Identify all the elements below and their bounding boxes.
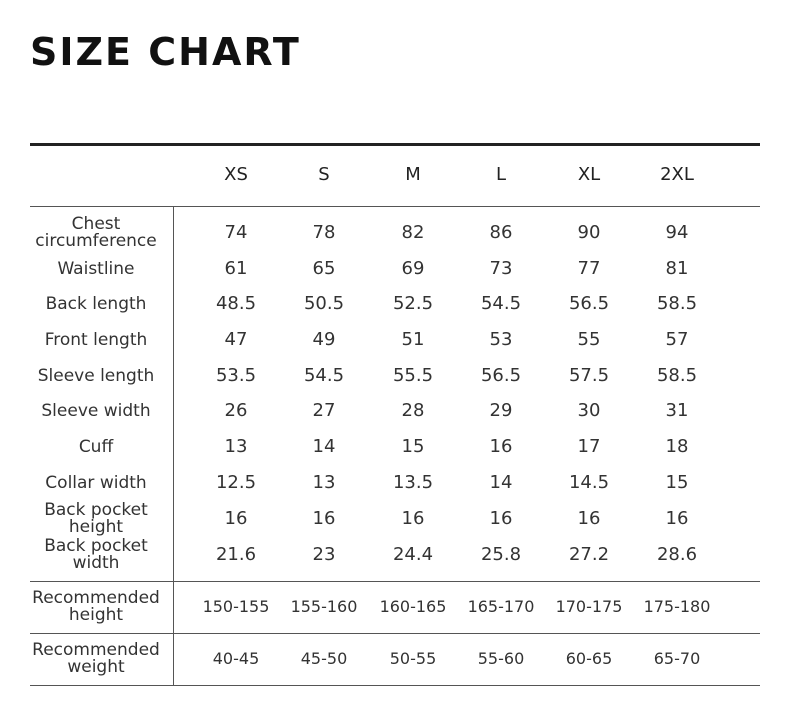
label-column-divider	[173, 207, 174, 685]
table-cell: 77	[577, 258, 601, 279]
recommended-label: Recommended height	[32, 588, 160, 625]
table-cell: 13.5	[392, 472, 434, 493]
table-cell: 86	[489, 222, 513, 243]
table-cell: 57.5	[568, 365, 610, 386]
table-cell: 90	[577, 222, 601, 243]
table-cell: 54.5	[480, 293, 522, 314]
table-cell: 16	[224, 508, 248, 529]
table-cell: 55	[577, 329, 601, 350]
recommended-label: Recommended weight	[32, 640, 160, 677]
recommended-cell: 65-70	[653, 649, 701, 668]
row-label: Cuff	[78, 436, 114, 457]
recommended-cell: 45-50	[300, 649, 348, 668]
table-cell: 50.5	[303, 293, 345, 314]
table-cell: 16	[312, 508, 336, 529]
table-cell: 53	[489, 329, 513, 350]
recommended-cell: 175-180	[643, 597, 711, 616]
row-label: Back length	[45, 293, 147, 314]
table-cell: 74	[224, 222, 248, 243]
table-cell: 57	[665, 329, 689, 350]
size-header-xs: XS	[224, 164, 248, 185]
table-cell: 81	[665, 258, 689, 279]
table-cell: 13	[312, 472, 336, 493]
table-cell: 51	[401, 329, 425, 350]
table-cell: 16	[489, 436, 513, 457]
table-cell: 17	[577, 436, 601, 457]
table-cell: 29	[489, 400, 513, 421]
size-header-2xl: 2XL	[660, 164, 694, 185]
table-cell: 26	[224, 400, 248, 421]
page-title: SIZE CHART	[30, 30, 301, 74]
table-cell: 58.5	[656, 365, 698, 386]
table-cell: 21.6	[215, 544, 257, 565]
size-header-s: S	[318, 164, 330, 185]
row-label: Front length	[44, 329, 148, 350]
table-cell: 15	[665, 472, 689, 493]
table-cell: 47	[224, 329, 248, 350]
table-cell: 73	[489, 258, 513, 279]
size-header-m: M	[405, 164, 421, 185]
table-cell: 25.8	[480, 544, 522, 565]
table-cell: 49	[312, 329, 336, 350]
table-divider	[30, 581, 760, 582]
row-label: Sleeve length	[37, 365, 155, 386]
table-cell: 65	[312, 258, 336, 279]
recommended-cell: 55-60	[477, 649, 525, 668]
table-cell: 56.5	[480, 365, 522, 386]
row-label: Waistline	[57, 258, 135, 279]
table-divider	[30, 206, 760, 207]
table-cell: 69	[401, 258, 425, 279]
table-cell: 14	[489, 472, 513, 493]
row-label: Back pocket height	[44, 500, 148, 537]
table-cell: 16	[665, 508, 689, 529]
recommended-cell: 170-175	[555, 597, 623, 616]
table-cell: 23	[312, 544, 336, 565]
table-divider	[30, 685, 760, 686]
table-cell: 28	[401, 400, 425, 421]
size-header-l: L	[495, 164, 507, 185]
size-header-xl: XL	[577, 164, 601, 185]
table-cell: 14	[312, 436, 336, 457]
title-divider	[30, 143, 760, 146]
table-cell: 27.2	[568, 544, 610, 565]
table-cell: 31	[665, 400, 689, 421]
table-cell: 56.5	[568, 293, 610, 314]
row-label: Collar width	[45, 472, 147, 493]
table-cell: 55.5	[392, 365, 434, 386]
table-cell: 82	[401, 222, 425, 243]
recommended-cell: 40-45	[212, 649, 260, 668]
table-cell: 16	[577, 508, 601, 529]
recommended-cell: 50-55	[389, 649, 437, 668]
recommended-cell: 60-65	[565, 649, 613, 668]
table-cell: 24.4	[392, 544, 434, 565]
table-cell: 16	[489, 508, 513, 529]
table-cell: 27	[312, 400, 336, 421]
recommended-cell: 160-165	[379, 597, 447, 616]
table-cell: 48.5	[215, 293, 257, 314]
table-cell: 18	[665, 436, 689, 457]
table-cell: 58.5	[656, 293, 698, 314]
recommended-cell: 150-155	[202, 597, 270, 616]
table-divider	[30, 633, 760, 634]
row-label: Back pocket width	[44, 536, 148, 573]
row-label: Sleeve width	[41, 400, 151, 421]
table-cell: 52.5	[392, 293, 434, 314]
table-cell: 78	[312, 222, 336, 243]
table-cell: 14.5	[568, 472, 610, 493]
table-cell: 13	[224, 436, 248, 457]
table-cell: 15	[401, 436, 425, 457]
table-cell: 94	[665, 222, 689, 243]
table-cell: 28.6	[656, 544, 698, 565]
recommended-cell: 165-170	[467, 597, 535, 616]
table-cell: 53.5	[215, 365, 257, 386]
table-cell: 61	[224, 258, 248, 279]
table-cell: 16	[401, 508, 425, 529]
recommended-cell: 155-160	[290, 597, 358, 616]
table-cell: 54.5	[303, 365, 345, 386]
table-cell: 12.5	[215, 472, 257, 493]
row-label: Chest circumference	[35, 214, 157, 251]
table-cell: 30	[577, 400, 601, 421]
